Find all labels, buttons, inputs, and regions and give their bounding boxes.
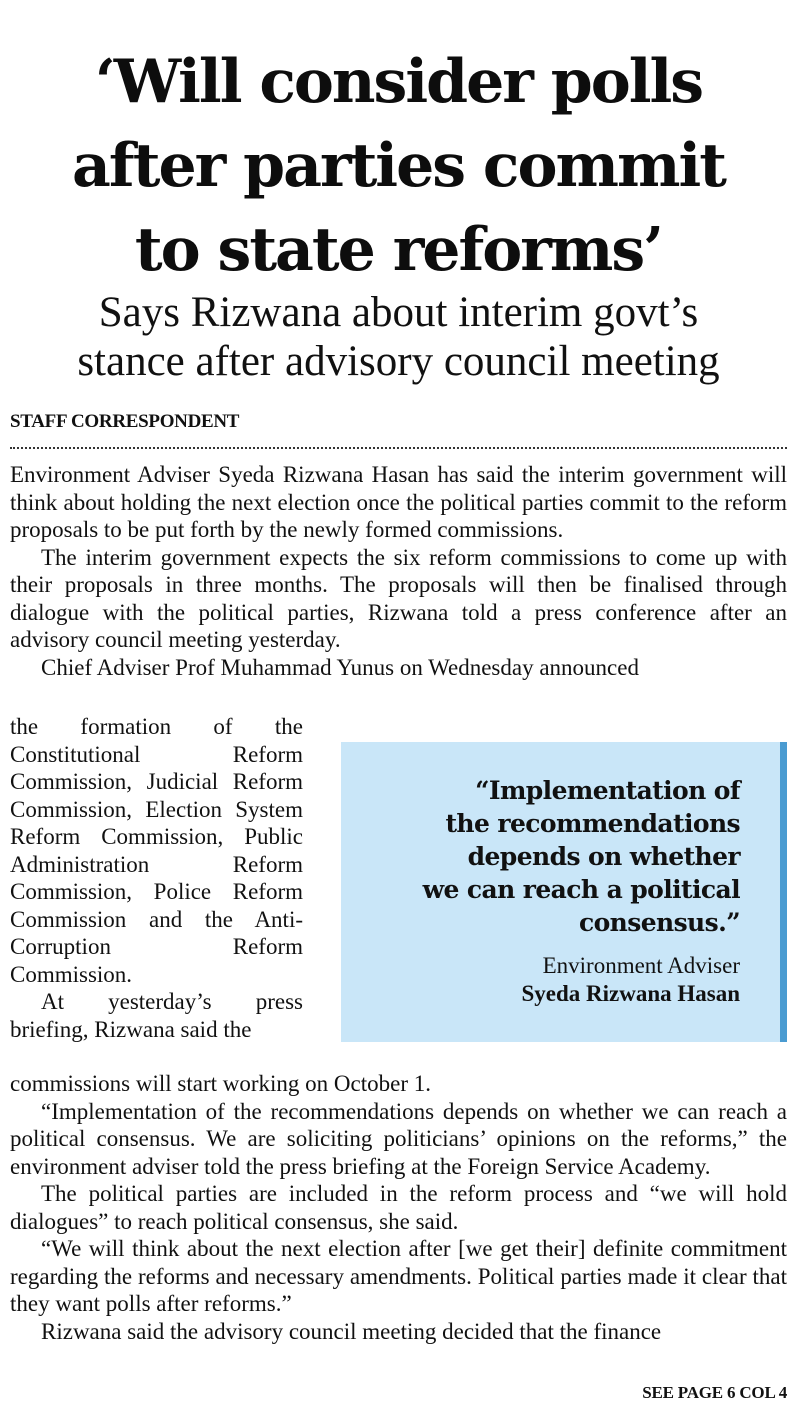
jump-line: SEE PAGE 6 COL 4 <box>642 1383 787 1402</box>
pull-quote-attribution-name: Syeda Rizwana Hasan <box>521 981 740 1006</box>
byline: STAFF CORRESPONDENT <box>10 411 240 432</box>
pull-quote-line: depends on whether <box>467 842 740 871</box>
dotted-divider <box>10 447 787 449</box>
pull-quote-text <box>360 774 740 939</box>
pull-quote-box <box>341 742 787 1042</box>
paragraph: “We will think about the next election after [we get their] definite commitment regarding the reforms and necessary amendments. Political parties made it clear that they want polls after reforms.” <box>10 1236 787 1316</box>
pull-quote-attribution-role: Environment Adviser <box>542 953 740 978</box>
pull-quote-line: the recommendations <box>445 809 740 838</box>
headline <box>0 40 797 292</box>
pull-quote-line: consensus.” <box>578 908 740 937</box>
paragraph: the formation of the Constitutional Reform Commission, Judicial Reform Commission, Election System Reform Commission, Public Administration Reform Commission, Police Reform Commission and the Anti-Corruption Reform Commission. <box>10 714 303 987</box>
headline-line: after parties commit <box>72 131 725 201</box>
subheadline <box>0 288 797 386</box>
paragraph: At yesterday’s press briefing, Rizwana said the <box>10 989 303 1042</box>
article-body-bottom <box>10 1070 787 1345</box>
pull-quote-line: we can reach a political <box>422 875 740 904</box>
paragraph: commissions will start working on October 1. <box>10 1071 431 1096</box>
article-body-top <box>10 461 787 681</box>
pull-quote-line: “Implementation of <box>475 776 740 805</box>
paragraph: The interim government expects the six reform commissions to come up with their proposals in three months. The proposals will then be finalised through dialogue with the political parties, Rizwana told a press conference after an advisory council meeting yesterday. <box>10 544 787 652</box>
paragraph: Rizwana said the advisory council meeting decided that the finance <box>41 1318 662 1344</box>
paragraph: Environment Adviser Syeda Rizwana Hasan has said the interim government will think about holding the next election once the political parties commit to the reform proposals to be put forth by the newly formed commissions. <box>10 462 787 542</box>
subheadline-line: stance after advisory council meeting <box>77 338 720 385</box>
headline-line: ‘Will consider polls <box>94 47 703 117</box>
article-body-narrow-column <box>10 713 303 1043</box>
paragraph: “Implementation of the recommendations depends on whether we can reach a political consensus. We are soliciting politicians’ opinions on the reforms,” the environment adviser told the press briefing at the Foreign Service Academy. <box>10 1098 787 1179</box>
subheadline-line: Says Rizwana about interim govt’s <box>98 289 699 336</box>
headline-line: to state reforms’ <box>134 215 663 285</box>
paragraph: Chief Adviser Prof Muhammad Yunus on Wednesday announced <box>41 654 639 680</box>
paragraph: The political parties are included in the reform process and “we will hold dialogues” to reach political consensus, she said. <box>10 1181 787 1234</box>
